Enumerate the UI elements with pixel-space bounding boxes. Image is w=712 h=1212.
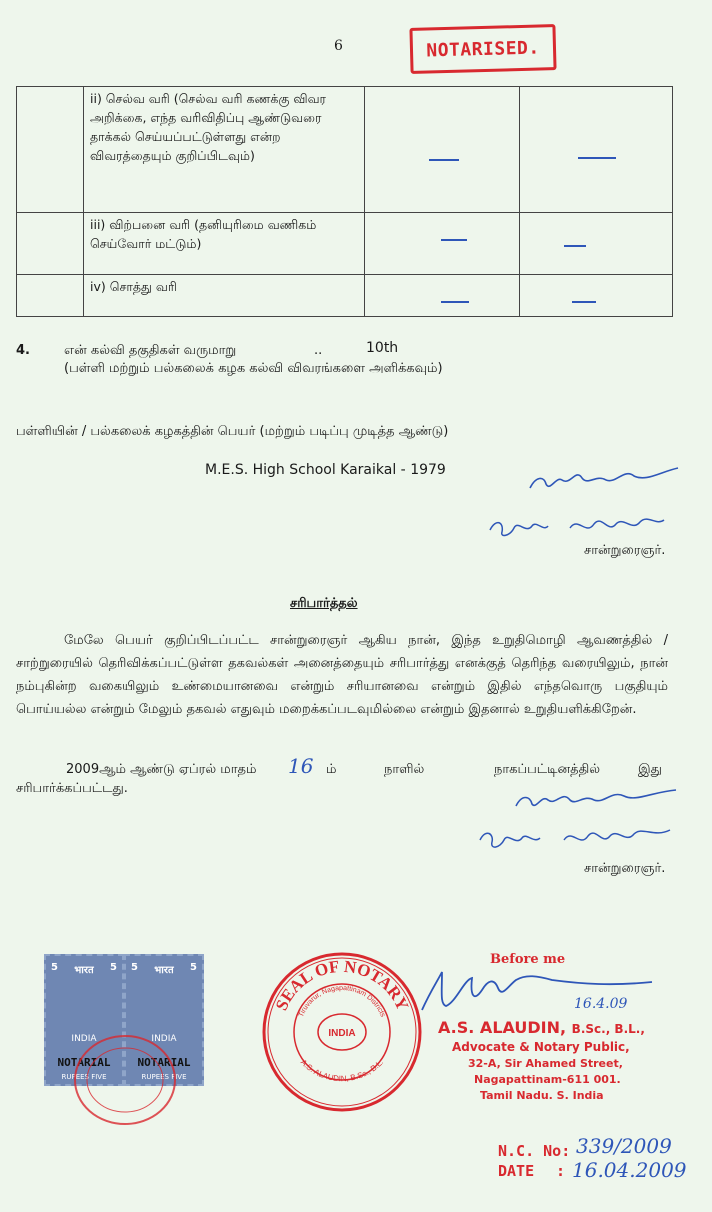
school-heading: பள்ளியின் / பல்கலைக் கழகத்தின் பெயர் (மற்றும் படிப்பு முடித்த ஆண்டு)	[16, 424, 449, 439]
nc-date-label: DATE	[498, 1162, 535, 1180]
verification-paragraph: மேலே பெயர் குறிப்பிடப்பட்ட சான்றுரைஞர் ஆகிய நான், இந்த உறுதிமொழி ஆவணத்தில் / சாற்றுரையில் தெரிவிக்கப்பட்டுள்ள தகவல்கள் அனைத்தையும் சரிபார்த்து எனக்குத் தெரிந்த வரையிலும், நான் நம்புகின்ற வகையிலும் உண்மையானவை என்றும் சரியானவை என்றும் இதில் எந்தவொரு பகுதியும் பொய்யல்ல என்றும் மேலும் தகவல் எதுவும் மறைக்கப்படவுமில்லை என்றும் இதனால் உறுதியளிக்கிறேன்.	[16, 633, 668, 717]
svg-text:Tiruvarur, Nagapattinam Distri: Tiruvarur, Nagapattinam Districts	[297, 984, 387, 1019]
before-me: Before me	[490, 952, 566, 967]
tax-label: iv) சொத்து வரி	[84, 275, 365, 317]
cancellation-stamp	[70, 1030, 180, 1130]
nc-label: N.C. No:	[498, 1142, 571, 1160]
school-value: M.E.S. High School Karaikal - 1979	[205, 462, 446, 478]
tax-label: iii) விற்பனை வரி (தனியுரிமை வணிகம் செய்வோர் மட்டும்)	[84, 213, 365, 275]
deponent-name-handwritten	[476, 820, 676, 856]
item-note: (பள்ளி மற்றும் பல்கலைக் கழக கல்வி விவரங்களை அளிக்கவும்)	[64, 361, 443, 376]
nc-date-colon: :	[556, 1162, 566, 1180]
notarial-overprint: NOTARIAL	[57, 1056, 111, 1069]
deponent-name-handwritten	[486, 508, 670, 544]
tax-label: ii) செல்வ வரி (செல்வ வரி கணக்கு விவர அறிக்கை, எந்த வரிவிதிப்பு ஆண்டுவரை தாக்கல் செய்யப்பட்டுள்ளது என்ற விவரத்தையும் குறிப்பிடவும்)	[84, 87, 365, 213]
revenue-stamp: 5 भारत 5 INDIA NOTARIAL RUPEES FIVE	[124, 954, 204, 1086]
blank-dash	[572, 301, 596, 303]
seal-center: INDIA	[328, 1028, 356, 1039]
notarised-stamp: NOTARISED.	[409, 24, 556, 74]
deponent-signature	[512, 784, 682, 814]
table-row	[17, 213, 673, 275]
notary-name: A.S. ALAUDIN, B.Sc., B.L.,	[438, 1018, 645, 1037]
verification-title: சரிபார்த்தல்	[290, 596, 358, 611]
notary-city: Nagapattinam-611 001.	[474, 1073, 621, 1086]
table-row	[17, 275, 673, 317]
blank-dash	[578, 157, 616, 159]
deponent-signature	[526, 458, 686, 498]
date-line-naalil: நாளில்	[384, 762, 425, 777]
item-dots: ..	[314, 343, 323, 358]
revenue-stamp: 5 भारत 5 INDIA NOTARIAL RUPEES FIVE	[44, 954, 124, 1086]
date-line-m: ம்	[326, 762, 337, 777]
tax-table	[16, 86, 673, 317]
nc-number: 339/2009	[576, 1134, 672, 1158]
page-number: 6	[334, 38, 343, 54]
blank-dash	[429, 159, 459, 161]
notary-signature	[412, 962, 672, 1018]
education-value: 10th	[366, 340, 399, 356]
date-line-idhu: இது	[638, 762, 662, 777]
notary-title: Advocate & Notary Public,	[452, 1040, 630, 1054]
notarial-overprint: NOTARIAL	[137, 1056, 191, 1069]
table-row	[17, 87, 673, 213]
deponent-label: சான்றுரைஞர்.	[584, 861, 666, 876]
date-line-second: சரிபார்க்கப்பட்டது.	[16, 781, 128, 796]
date-line-place: நாகப்பட்டினத்தில்	[494, 762, 601, 777]
svg-text:SEAL OF NOTARY: SEAL OF NOTARY	[271, 956, 413, 1014]
deponent-label: சான்றுரைஞர்.	[584, 543, 666, 558]
blank-dash	[441, 239, 467, 241]
notary-state: Tamil Nadu. S. India	[480, 1089, 604, 1102]
notary-address: 32-A, Sir Ahamed Street,	[468, 1057, 623, 1070]
item-label: என் கல்வி தகுதிகள் வருமாறு	[64, 343, 237, 358]
nc-date: 16.04.2009	[572, 1158, 687, 1182]
svg-text:A.S. ALAUDIN, B.Sc., B.L.: A.S. ALAUDIN, B.Sc., B.L.	[298, 1057, 386, 1084]
item-number: 4.	[16, 343, 30, 358]
handwritten-day: 16	[288, 754, 314, 778]
notary-seal	[260, 950, 424, 1114]
blank-dash	[564, 245, 586, 247]
date-line-text: 2009ஆம் ஆண்டு ஏப்ரல் மாதம்	[66, 762, 257, 777]
notary-sign-date: 16.4.09	[574, 996, 628, 1012]
blank-dash	[441, 301, 469, 303]
